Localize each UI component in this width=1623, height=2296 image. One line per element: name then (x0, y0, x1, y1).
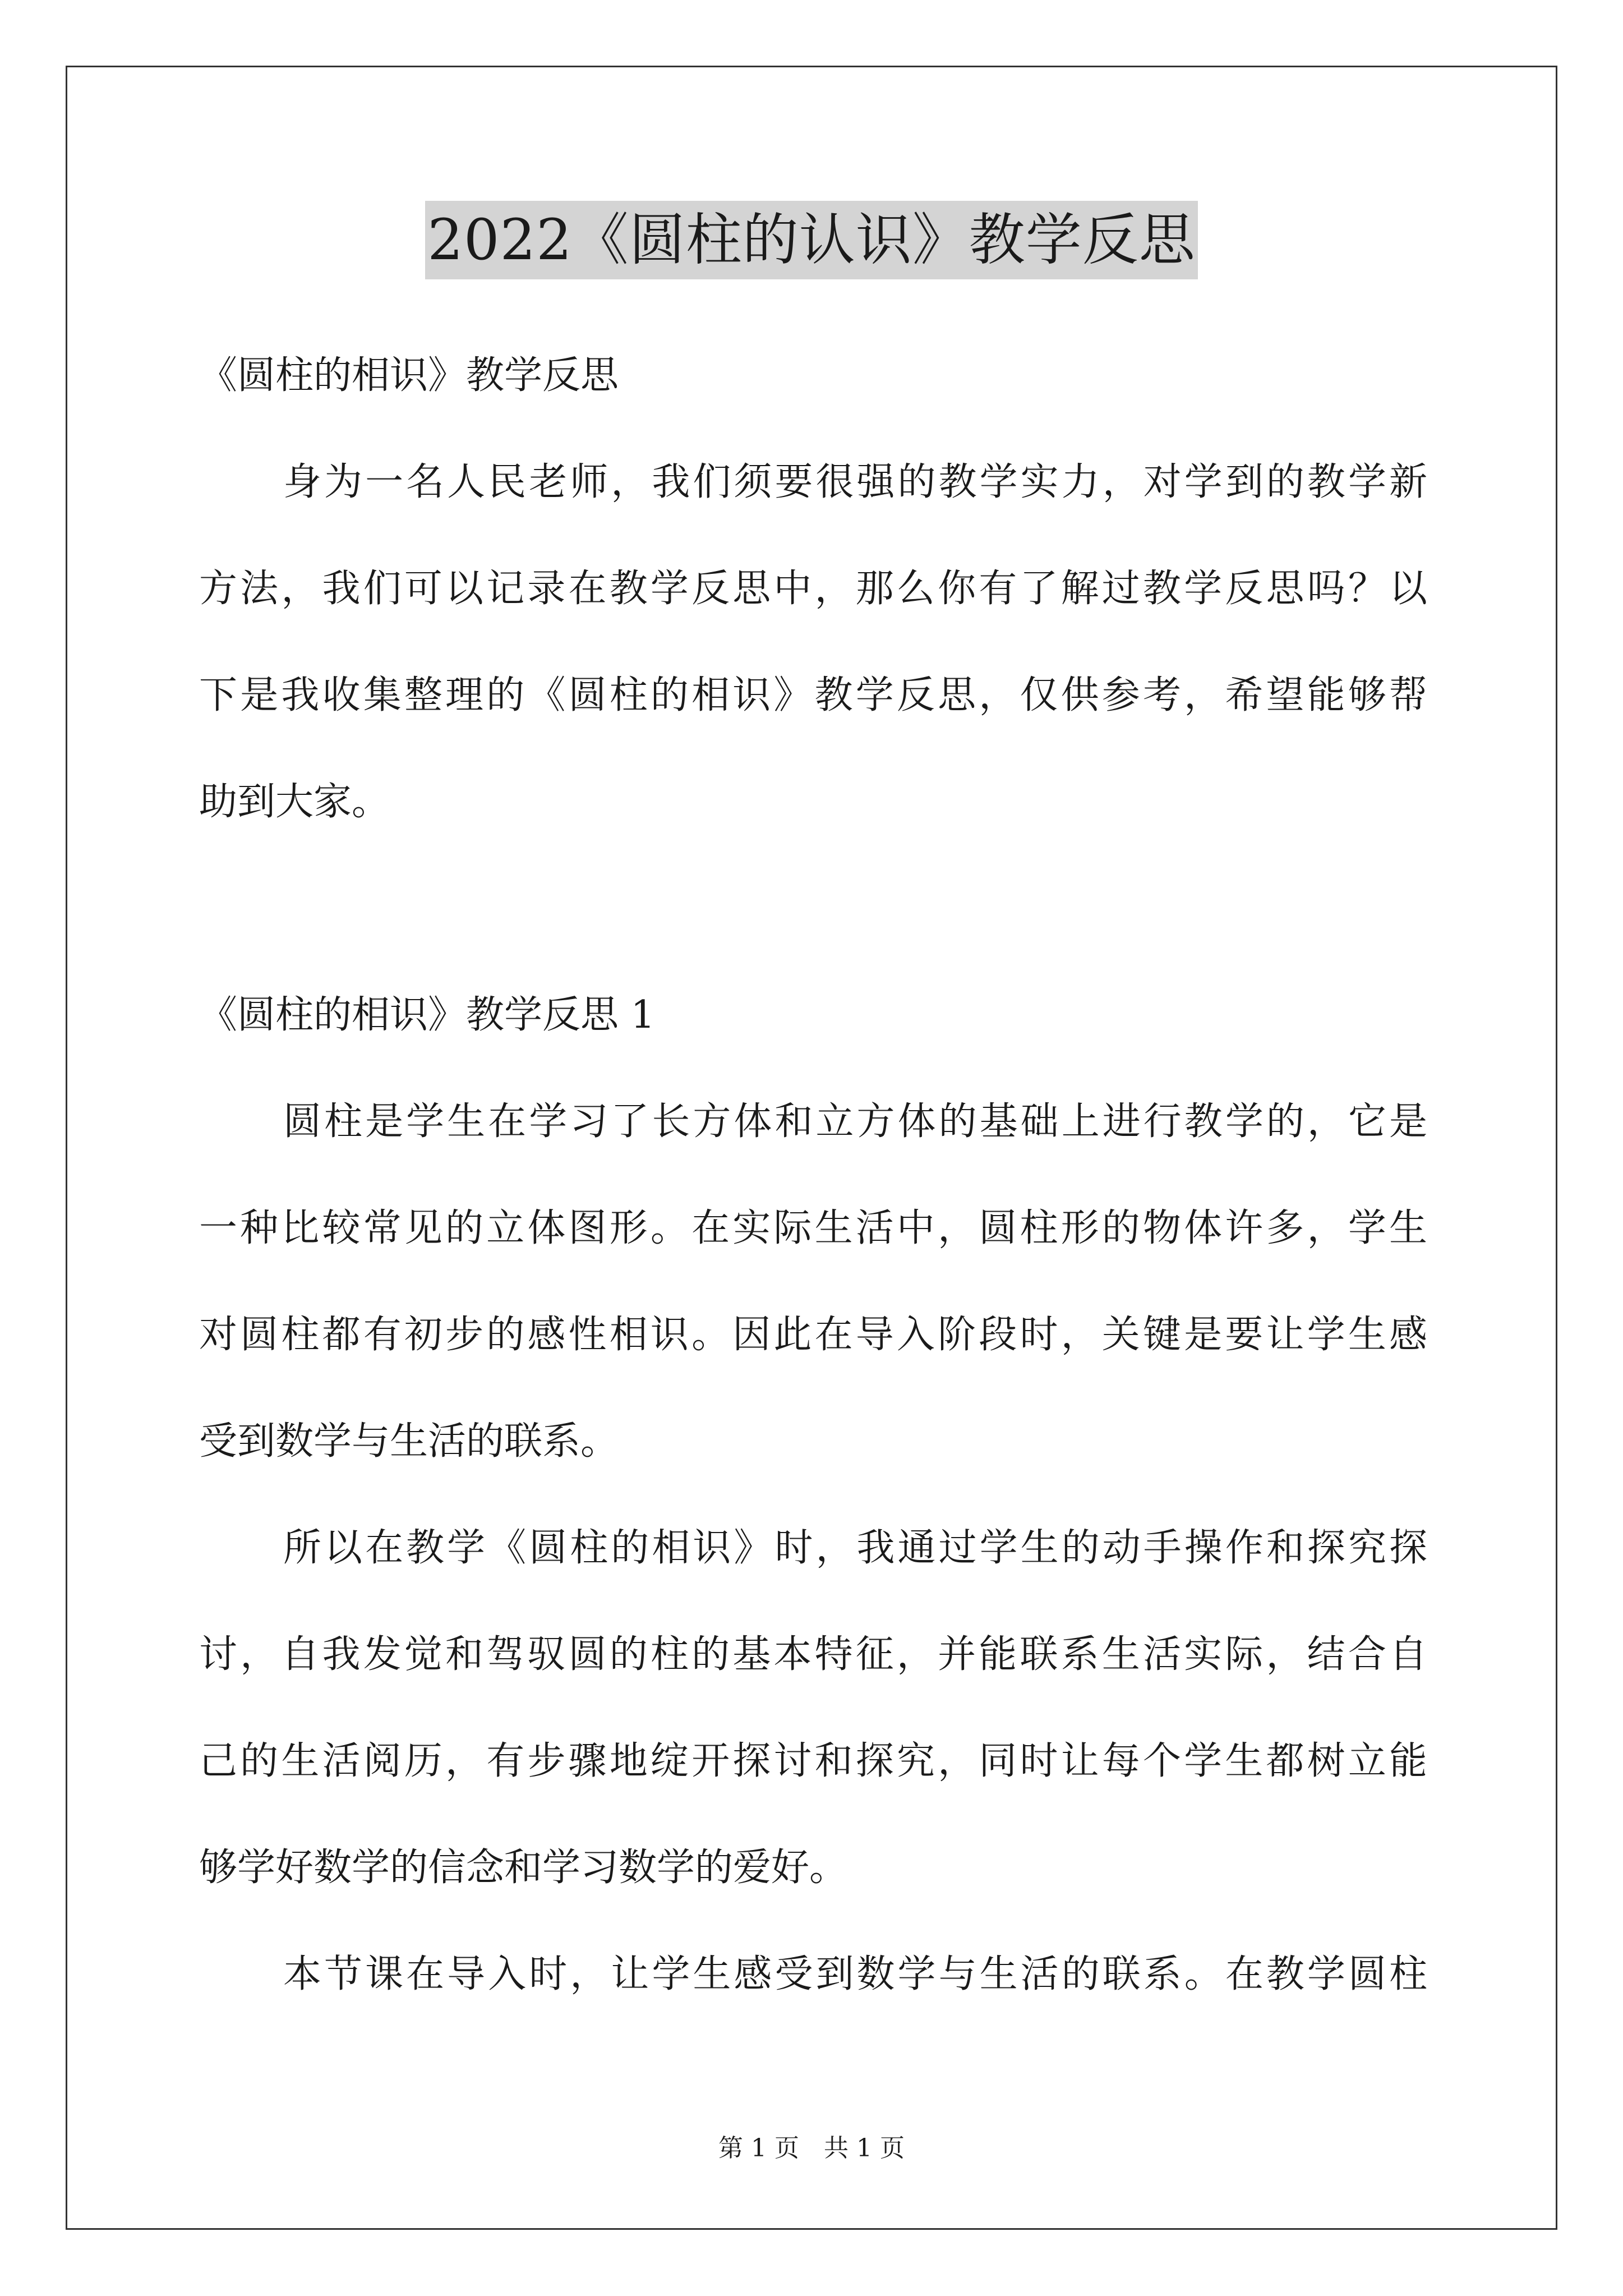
paragraph-line: 一种比较常见的立体图形。在实际生活中，圆柱形的物体许多，学生 (199, 1206, 1427, 1250)
paragraph-line: 己的生活阅历，有步骤地绽开探讨和探究，同时让每个学生都树立能 (199, 1739, 1427, 1783)
document-title: 2022《圆柱的认识》教学反思 (425, 201, 1198, 279)
paragraph-line: 所以在教学《圆柱的相识》时，我通过学生的动手操作和探究探 (283, 1526, 1427, 1570)
paragraph-line: 受到数学与生活的联系。 (199, 1419, 619, 1464)
title-container (0, 201, 1623, 279)
paragraph-line: 本节课在导入时，让学生感受到数学与生活的联系。在教学圆柱 (283, 1952, 1427, 1996)
paragraph-line: 圆柱是学生在学习了长方体和立方体的基础上进行教学的，它是 (283, 1099, 1427, 1144)
intro-line: 助到大家。 (199, 780, 390, 824)
paragraph-line: 对圆柱都有初步的感性相识。因此在导入阶段时，关键是要让学生感 (199, 1313, 1427, 1357)
intro-line: 方法，我们可以记录在教学反思中，那么你有了解过教学反思吗？以 (199, 567, 1427, 611)
subtitle: 《圆柱的相识》教学反思 (199, 353, 619, 398)
section-heading: 《圆柱的相识》教学反思 1 (199, 993, 655, 1037)
intro-line: 下是我收集整理的《圆柱的相识》教学反思，仅供参考，希望能够帮 (199, 673, 1427, 717)
paragraph-line: 够学好数学的信念和学习数学的爱好。 (199, 1846, 848, 1890)
paragraph-line: 讨，自我发觉和驾驭圆的柱的基本特征，并能联系生活实际，结合自 (199, 1632, 1427, 1677)
intro-line: 身为一名人民老师，我们须要很强的教学实力，对学到的教学新 (283, 460, 1427, 504)
page-footer: 第 1 页 共 1 页 (718, 2134, 905, 2162)
